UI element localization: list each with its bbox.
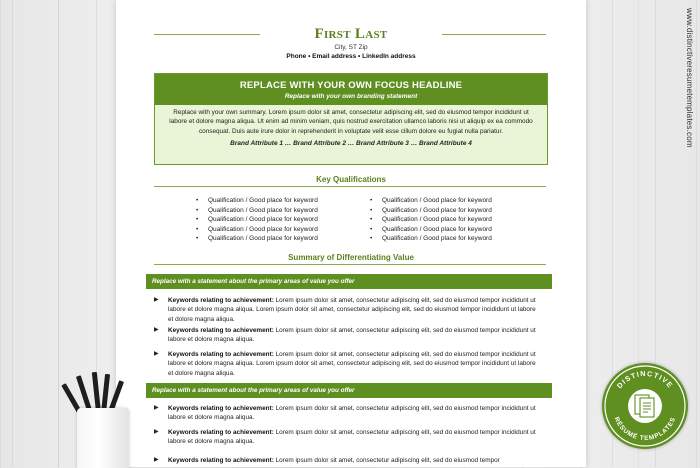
bullet-icon: • xyxy=(196,206,199,214)
qualifications-left-list xyxy=(196,196,318,244)
summary-text: Replace with your own summary. Lorem ipsum dolor sit amet, consectetur adipiscing elit, sed do eiusmod tempor incididunt ut labore et dolore magna aliqua. Ut enim ad minim veniam, quis nostrud exercitation ullamco laboris nisi ut aliquip ex ea commodo consequat. Duis aute irure dolor in reprehenderit in voluptate velit esse cillum dolore eu fugiat nulla pariatur. xyxy=(169,109,533,135)
bullet-icon: • xyxy=(370,225,373,233)
qualification-item: • Qualification / Good place for keyword xyxy=(370,235,492,243)
bullet-icon: • xyxy=(196,197,199,204)
badge-bottom-text: RÉSUMÉ TEMPLATES xyxy=(612,416,678,443)
arrow-bullet-icon: ▶ xyxy=(154,429,159,435)
achievement-item: ▶ Keywords relating to achievement: Lorem ipsum dolor sit amet, consectetur adipiscing elit, sed do eiusmod tempor incididunt ut labore et dolore magna aliqua. xyxy=(154,405,536,422)
brand-badge xyxy=(602,363,688,449)
candidate-contact: Phone • Email address • LinkedIn address xyxy=(286,53,416,60)
bullet-icon: • xyxy=(370,216,373,224)
arrow-bullet-icon: ▶ xyxy=(154,351,159,357)
qualifications-title: Key Qualifications xyxy=(316,175,386,184)
plank-seam xyxy=(12,0,13,467)
qualification-item: • Qualification / Good place for keyword xyxy=(196,225,318,233)
qualifications-rule xyxy=(154,186,546,187)
bullet-icon: • xyxy=(370,206,373,214)
badge-graphic xyxy=(602,363,688,449)
focus-headline: REPLACE WITH YOUR OWN FOCUS HEADLINE xyxy=(239,80,463,91)
qualification-item: • Qualification / Good place for keyword xyxy=(196,197,318,204)
achievement-item: ▶ Keywords relating to achievement: Lorem ipsum dolor sit amet, consectetur adipiscing elit, sed do eiusmod tempor incididunt ut labore et dolore magna aliqua. Lorem ipsum dolor sit amet, consectetur adipiscing elit, sed do eiusmod tempor incididunt ut labore et dolore magna aliqua. xyxy=(154,297,536,323)
qualifications-right-list xyxy=(370,196,492,244)
branding-statement: Replace with your own branding statement xyxy=(284,93,418,100)
brand-attributes: Brand Attribute 1 … Brand Attribute 2 … Brand Attribute 3 … Brand Attribute 4 xyxy=(230,140,472,148)
value-title: Summary of Differentiating Value xyxy=(288,253,414,262)
document-icon xyxy=(635,395,654,417)
bullet-icon: • xyxy=(370,235,373,243)
achievement-item: ▶ Keywords relating to achievement: Lorem ipsum dolor sit amet, consectetur adipiscing elit, sed do eiusmod tempor incididunt ut labore et dolore magna aliqua. xyxy=(154,327,536,344)
bullet-icon: • xyxy=(196,235,199,243)
badge-top-text: DISTINCTIVE xyxy=(614,368,676,391)
qualification-item: • Qualification / Good place for keyword xyxy=(196,206,318,214)
qualification-item: • Qualification / Good place for keyword xyxy=(370,206,492,214)
qualification-item: • Qualification / Good place for keyword xyxy=(370,225,492,233)
qualification-item: • Qualification / Good place for keyword xyxy=(370,216,492,224)
focus-box xyxy=(154,73,548,165)
resume-page xyxy=(116,0,586,467)
value-rule xyxy=(154,264,546,265)
bullet-icon: • xyxy=(196,225,199,233)
plank-seam xyxy=(58,0,59,467)
website-url: www.distinctiveresumetemplates.com xyxy=(685,8,694,148)
achievement-item: ▶ Keywords relating to achievement: Lorem ipsum dolor sit amet, consectetur adipiscing elit, sed do eiusmod tempor xyxy=(154,457,500,464)
qualification-item: • Qualification / Good place for keyword xyxy=(196,235,318,243)
value-area-bar: Replace with a statement about the primary areas of value you offer xyxy=(146,383,552,398)
bullet-icon: • xyxy=(370,197,373,204)
arrow-bullet-icon: ▶ xyxy=(154,457,159,463)
achievement-item: ▶ Keywords relating to achievement: Lorem ipsum dolor sit amet, consectetur adipiscing elit, sed do eiusmod tempor incididunt ut labore et dolore magna aliqua. Lorem ipsum dolor sit amet, consectetur adipiscing elit, sed do eiusmod tempor incididunt ut labore et dolore magna aliqua. xyxy=(154,351,536,377)
bullet-icon: • xyxy=(196,216,199,224)
achievement-item: ▶ Keywords relating to achievement: Lorem ipsum dolor sit amet, consectetur adipiscing elit, sed do eiusmod tempor incididunt ut labore et dolore magna aliqua. xyxy=(154,429,536,446)
focus-header xyxy=(155,74,547,105)
arrow-bullet-icon: ▶ xyxy=(154,405,159,411)
arrow-bullet-icon: ▶ xyxy=(154,327,159,333)
qualification-item: • Qualification / Good place for keyword xyxy=(196,216,318,224)
cup xyxy=(77,408,129,468)
candidate-name: First Last xyxy=(314,26,388,42)
value-area-bar: Replace with a statement about the primary areas of value you offer xyxy=(146,274,552,289)
arrow-bullet-icon: ▶ xyxy=(154,297,159,303)
qualification-item: • Qualification / Good place for keyword xyxy=(370,197,492,204)
candidate-location: City, ST Zip xyxy=(334,44,368,51)
